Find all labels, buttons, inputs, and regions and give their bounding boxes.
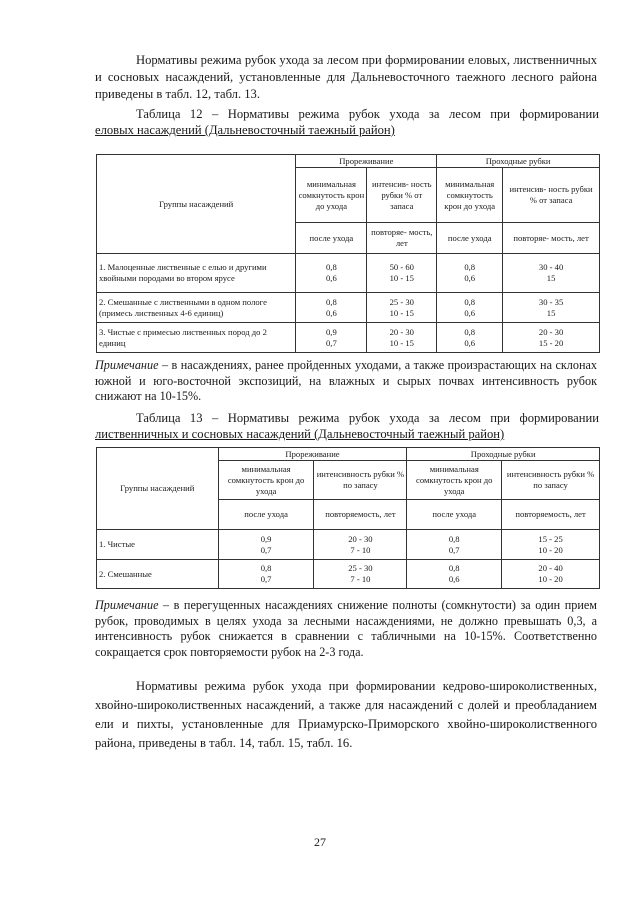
table12-note xyxy=(95,358,597,405)
table13-header-thinning: Прореживание xyxy=(218,448,407,461)
table13-sub-intensity: интенсивность рубки % по запасу xyxy=(502,461,600,500)
note-text: – в насаждениях, ранее пройденных уходами, а также произрастающих на склонах южной и юго-восточной экспозиций, на влажных и сырых почвах интенсивность рубок снижают на 10-15%. xyxy=(95,358,597,404)
table12-cell: 0,9 0,7 xyxy=(296,323,367,353)
page-number: 27 xyxy=(314,835,326,849)
table-row xyxy=(97,254,600,293)
table12-sub-after: после ухода xyxy=(296,223,367,254)
table12-sub-repeat: повторяе- мость, лет xyxy=(367,223,437,254)
table12-cell: 0,8 0,6 xyxy=(437,293,503,323)
table12-row-group: 2. Смешанные с лиственными в одном пологе (примесь лиственных 4-6 единиц) xyxy=(97,293,296,323)
table13-sub-repeat: повторяемость, лет xyxy=(314,500,407,530)
table13-cell: 20 - 30 7 - 10 xyxy=(314,530,407,560)
table13-sub-density: минимальная сомкнутость крон до ухода xyxy=(218,461,314,500)
table13-header-passage: Проходные рубки xyxy=(407,448,600,461)
table13-sub-after: после ухода xyxy=(407,500,502,530)
table13-cell: 20 - 40 10 - 20 xyxy=(502,560,600,589)
intro-paragraph: Нормативы режима рубок ухода за лесом при формировании еловых, лиственничных и сосновых насаждений, установленные для Дальневосточного таежного лесного района приведены в табл. 12, табл. 13. xyxy=(95,53,597,101)
table12-cell: 0,8 0,6 xyxy=(437,254,503,293)
table-12 xyxy=(96,154,600,353)
table13-row-group: 2. Смешанные xyxy=(97,560,219,589)
table13-note xyxy=(95,598,597,660)
table12-caption-line1: Таблица 12 – Нормативы режима рубок ухода за лесом при формировании xyxy=(136,107,599,121)
table12-cell: 25 - 30 10 - 15 xyxy=(367,293,437,323)
table12-sub-after: после ухода xyxy=(437,223,503,254)
table12-row-group: 3. Чистые с примесью лиственных пород до 2 единиц xyxy=(97,323,296,353)
note-text: – в перегущенных насаждениях снижение полноты (сомкнутости) за один прием рубок, проводимых в целях ухода за лесными насаждениями, не должно превышать 0,3, а интенсивность рубок снижается в сравнении с табличными на 10-15%. Соответственно сокращается срок повторяемости рубок на 2-3 года. xyxy=(95,598,597,659)
table13-caption-line2: лиственничных и сосновых насаждений (Дальневосточный таежный район) xyxy=(95,427,505,441)
table-row xyxy=(97,530,600,560)
table12-sub-density: минимальная сомкнутость крон до ухода xyxy=(437,168,503,223)
table12-cell: 0,8 0,6 xyxy=(437,323,503,353)
table12-sub-intensity: интенсив- ность рубки % от запаса xyxy=(503,168,600,223)
table13-cell: 0,8 0,7 xyxy=(407,530,502,560)
table13-caption xyxy=(95,410,599,442)
table13-sub-repeat: повторяемость, лет xyxy=(502,500,600,530)
table-row xyxy=(97,293,600,323)
outro-paragraph: Нормативы режима рубок ухода при формировании кедрово-широколиственных, хвойно-широколиственных насаждений, а также для насаждений с долей и преобладанием ели и пихты, установленные для Приамурско-Приморского хвойно-широколиственного района, приведены в табл. 14, табл. 15, табл. 16. xyxy=(95,679,597,750)
table12-cell: 0,8 0,6 xyxy=(296,293,367,323)
table-row xyxy=(97,560,600,589)
table12-cell: 50 - 60 10 - 15 xyxy=(367,254,437,293)
table12-cell: 30 - 40 15 xyxy=(503,254,600,293)
table13-row-group: 1. Чистые xyxy=(97,530,219,560)
table12-caption-line2: еловых насаждений (Дальневосточный таежный район) xyxy=(95,123,395,137)
note-label: Примечание xyxy=(95,598,159,612)
table-row xyxy=(97,323,600,353)
table13-sub-density: минимальная сомкнутость крон до ухода xyxy=(407,461,502,500)
table13-header-groups: Группы насаждений xyxy=(97,448,219,530)
table12-cell: 20 - 30 10 - 15 xyxy=(367,323,437,353)
table13-sub-intensity: интенсивность рубки % по запасу xyxy=(314,461,407,500)
table13-cell: 0,8 0,6 xyxy=(407,560,502,589)
table12-cell: 30 - 35 15 xyxy=(503,293,600,323)
table12-sub-intensity: интенсив- ность рубки % от запаса xyxy=(367,168,437,223)
note-label: Примечание xyxy=(95,358,159,372)
table-13 xyxy=(96,447,600,589)
table12-row-group: 1. Малоценные лиственные с елью и другими хвойными породами во втором ярусе xyxy=(97,254,296,293)
table12-cell: 20 - 30 15 - 20 xyxy=(503,323,600,353)
table12-caption xyxy=(95,106,599,138)
table13-caption-line1: Таблица 13 – Нормативы режима рубок ухода за лесом при формировании xyxy=(136,411,599,425)
table13-cell: 25 - 30 7 - 10 xyxy=(314,560,407,589)
table12-header-thinning: Прореживание xyxy=(296,155,437,168)
table13-cell: 0,8 0,7 xyxy=(218,560,314,589)
table12-sub-density: минимальная сомкнутость крон до ухода xyxy=(296,168,367,223)
table12-sub-repeat: повторяе- мость, лет xyxy=(503,223,600,254)
table13-sub-after: после ухода xyxy=(218,500,314,530)
table12-cell: 0,8 0,6 xyxy=(296,254,367,293)
table13-cell: 15 - 25 10 - 20 xyxy=(502,530,600,560)
table12-header-passage: Проходные рубки xyxy=(437,155,600,168)
table13-cell: 0,9 0,7 xyxy=(218,530,314,560)
table12-header-groups: Группы насаждений xyxy=(97,155,296,254)
